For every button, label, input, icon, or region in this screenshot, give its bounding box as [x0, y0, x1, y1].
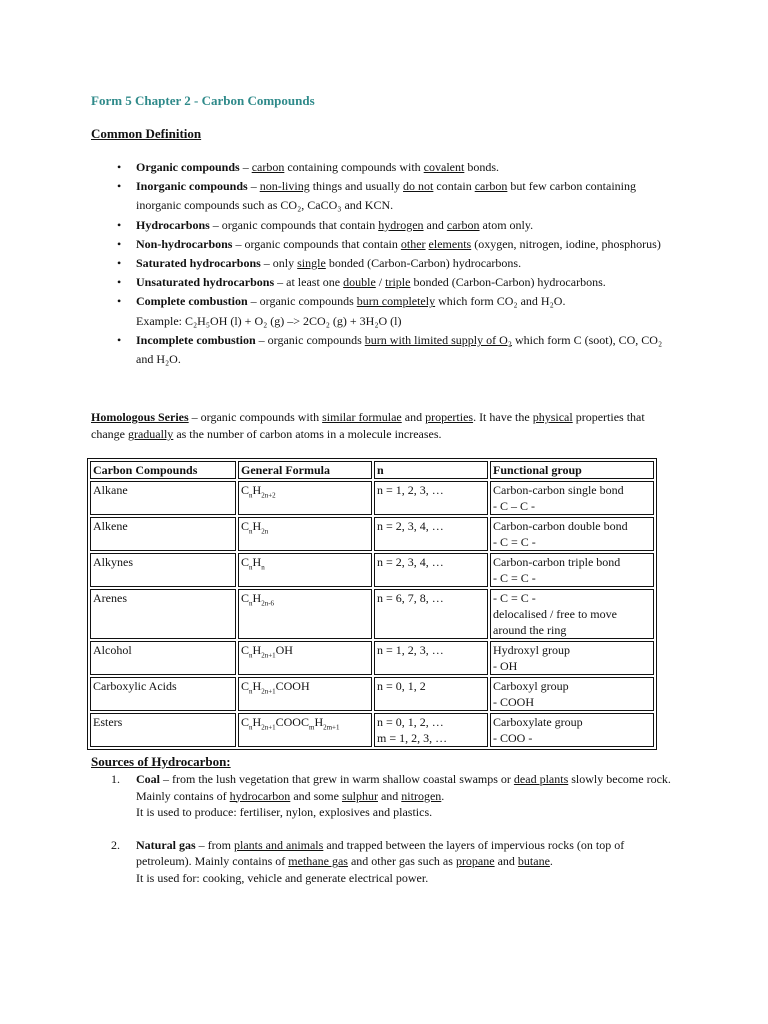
document-title: Form 5 Chapter 2 - Carbon Compounds: [91, 93, 315, 108]
column-header: n: [374, 461, 488, 479]
definition-item: • Complete combustion – organic compounds burn completely which form CO₂ and H₂O. Example: C₂H₅OH (l) + O₂ (g) –> 2CO₂ (g) + 3H₂O (l): [117, 294, 566, 328]
definitions-list: [91, 158, 671, 369]
source-item: 2. Natural gas – from plants and animals and trapped between the layers of impervious rocks (on top of petroleum). Mainly contains of methane gas and other gas such as propane and butane. It is used for: cooking, vehicle and generate electrical power.: [111, 837, 625, 885]
bullet-icon: •: [117, 256, 122, 271]
source-item: 1. Coal – from the lush vegetation that grew in warm shallow coastal swamps or dead plants slowly become rock. Mainly contains of hydrocarbon and some sulphur and nitrogen. It is used to produce: fertiliser, nylon, explosives and plastics.: [111, 772, 671, 819]
common-definition-heading: Common Definition: [91, 126, 202, 141]
table-row: Alcohol $C_nH_{2n+1}OH$ n = 1, 2, 3, … Hydroxyl group - OH: [90, 641, 654, 675]
table-row: Alkane $C_nH_{2n+2}$ n = 1, 2, 3, … Carbon-carbon single bond - C – C -: [90, 481, 654, 515]
bullet-icon: •: [117, 332, 122, 347]
definition-item: • Organic compounds – carbon containing compounds with covalent bonds.: [91, 158, 671, 177]
bullet-icon: •: [117, 294, 122, 309]
homologous-series-paragraph: Homologous Series – organic compounds with similar formulae and properties. It have the physical properties that change gradually as the number of carbon atoms in a molecule increases.: [91, 410, 645, 441]
table-row: Carboxylic Acids $C_nH_{2n+1}COOH$ n = 0, 1, 2 Carboxyl group - COOH: [90, 677, 654, 711]
bullet-icon: •: [117, 179, 122, 194]
definition-item: • Incomplete combustion – organic compounds burn with limited supply of O₂ which form C (soot), CO, CO₂ and H₂O.: [117, 332, 663, 367]
definition-item: • Unsaturated hydrocarbons – at least one double / triple bonded (Carbon-Carbon) hydrocarbons.: [91, 273, 671, 292]
definition-item: • Non-hydrocarbons – organic compounds that contain other elements (oxygen, nitrogen, iodine, phosphorus): [91, 235, 671, 254]
table-header-row: [90, 461, 654, 479]
table-row: Alkene $C_nH_{2n}$ n = 2, 3, 4, … Carbon-carbon double bond - C = C -: [90, 517, 654, 551]
definition-item: • Inorganic compounds – non-living things and usually do not contain carbon but few carbon containing inorganic compounds such as CO₂, CaCO₃ and KCN.: [117, 179, 636, 213]
column-header: Carbon Compounds: [90, 461, 236, 479]
sources-heading: Sources of Hydrocarbon:: [91, 754, 231, 769]
table-row: Arenes $C_nH_{2n-6}$ n = 6, 7, 8, … - C = C - delocalised / free to move around the ring: [90, 589, 654, 639]
table-row: Esters $C_nH_{2n+1}COOC_mH_{2m+1}$ n = 0, 1, 2, … m = 1, 2, 3, … Carboxylate group - COO -: [90, 713, 654, 747]
sources-list: [91, 771, 681, 902]
table-row: Alkynes $C_nH_n$ n = 2, 3, 4, … Carbon-carbon triple bond - C = C -: [90, 553, 654, 587]
bullet-icon: •: [117, 236, 122, 251]
combustion-example: Example: C₂H₅OH (l) + O₂ (g) –> 2CO₂ (g) + 3H₂O (l): [136, 313, 402, 328]
column-header: General Formula: [238, 461, 372, 479]
bullet-icon: •: [117, 275, 122, 290]
bullet-icon: •: [117, 160, 122, 174]
definition-item: • Saturated hydrocarbons – only single bonded (Carbon-Carbon) hydrocarbons.: [91, 254, 671, 273]
carbon-compounds-table: [87, 458, 657, 750]
column-header: Functional group: [490, 461, 654, 479]
bullet-icon: •: [117, 217, 122, 232]
definition-item: • Hydrocarbons – organic compounds that contain hydrogen and carbon atom only.: [91, 216, 671, 235]
